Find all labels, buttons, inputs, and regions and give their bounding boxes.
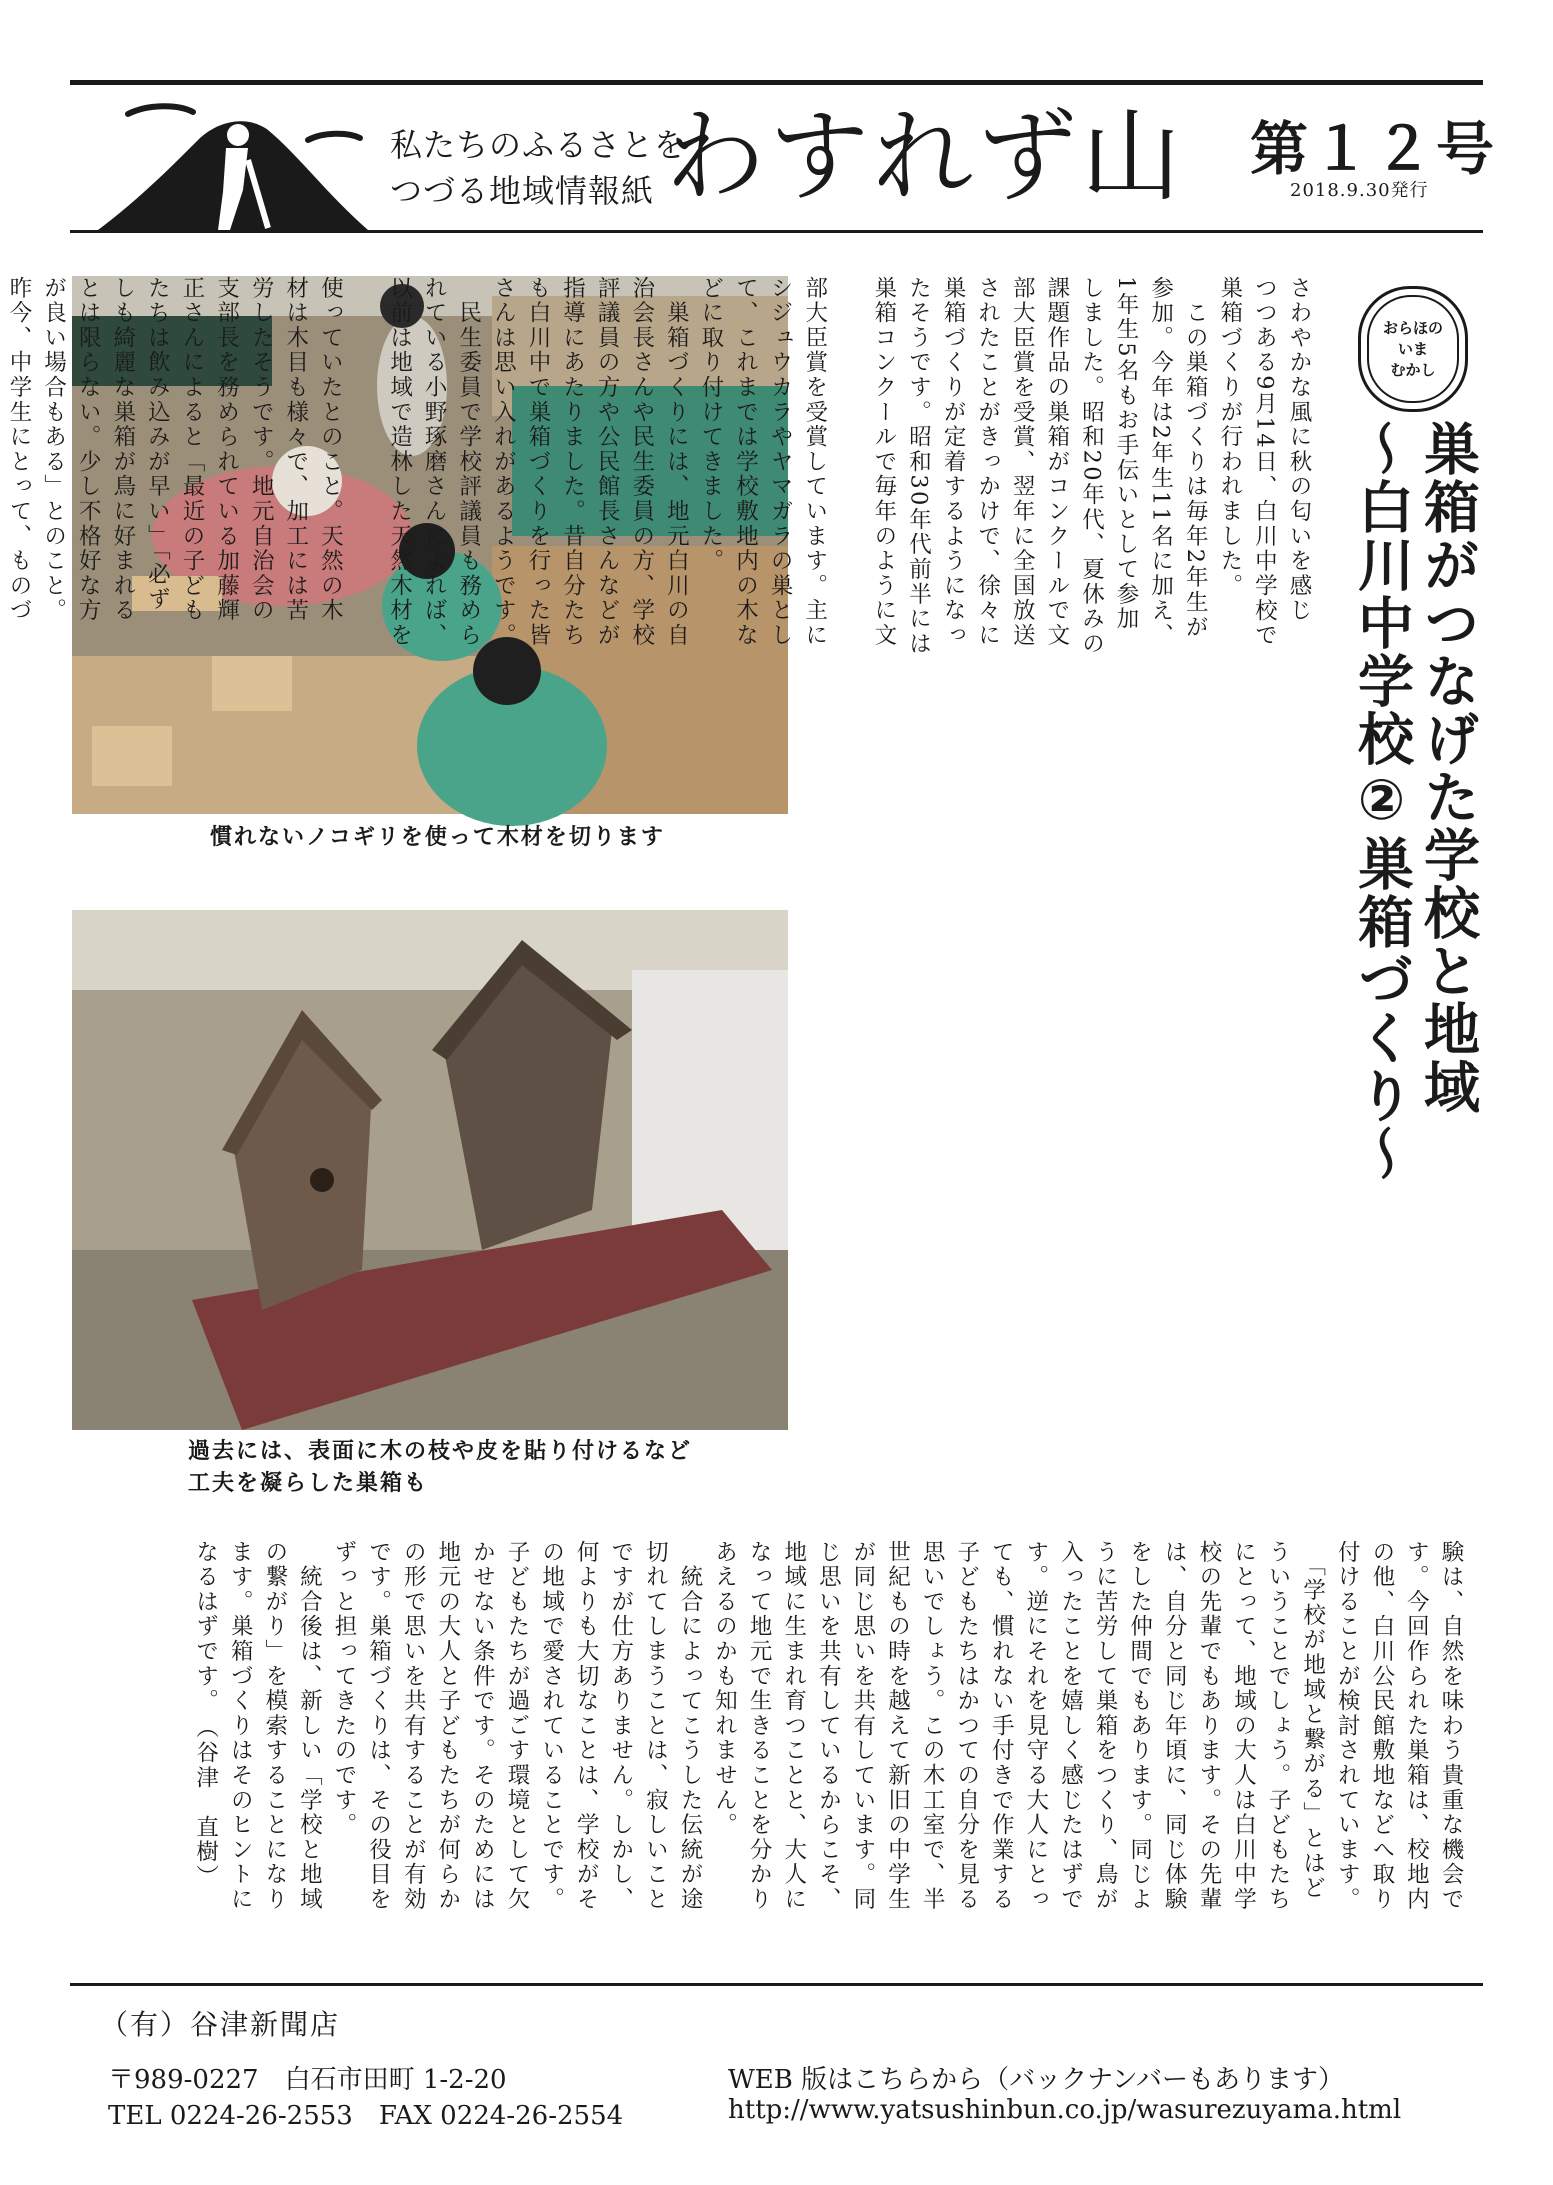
top-rule xyxy=(70,80,1483,85)
badge-line1: おらほの xyxy=(1382,318,1443,337)
newspaper-title: わすれず山 xyxy=(665,98,1185,215)
photo2-caption xyxy=(188,1436,692,1500)
tagline-line2: つづる地域情報紙 xyxy=(390,172,655,210)
company-phone: TEL 0224-26-2553 FAX 0224-26-2554 xyxy=(108,2101,624,2131)
article-text-upper: さわやかな風に秋の匂いを感じ つつある9月14日、白川中学校で 巣箱づくりが行われました。 この巣箱づくりは毎年2年生が 参加。今年は2年生11名に加え、 1年生5名もお手伝いとして参加 しました。昭和20年代、夏休みの 課題作品の巣箱がコンクールで文 部大臣賞を受賞、翌年に全国放送 されたことがきっかけで、徐々に 巣箱づくりが定着するようになっ たそうです。昭和30年代前半には 巣箱コンクールで毎年のように文 部大臣賞を受賞しています。主に シジュウカラやヤマガラの巣とし て、これまでは学校敷地内の木な どに取り付けてきました。 巣箱づくりには、地元白川の自 治会長さんや民生委員の方、学校 評議員の方や公民館長さんなどが 指導にあたりました。昔自分たち も白川中で巣箱づくりを行った皆 さんは思い入れがあるようです。 民生委員で学校評議員も務めら れている小野琢磨さんによれば、 以前は地域で造林した天然木材を 使っていたとのこと。天然の木 材は木目も様々で、加工には苦 労したそうです。地元自治会の 支部長を務められている加藤輝 正さんによると「最近の子ども たちは飲み込みが早い」「必ず しも綺麗な巣箱が鳥に好まれる とは限らない。少し不格好な方 が良い場合もある」とのこと。 昨今、中学生にとって、ものづ xyxy=(6,276,1312,657)
masthead-rule xyxy=(70,230,1483,233)
badge-line2: いま xyxy=(1397,339,1428,358)
column-badge xyxy=(1358,286,1468,412)
footer-rule xyxy=(70,1983,1483,1986)
issue-number: 第１２号 xyxy=(1250,115,1499,183)
article-headline: 巣箱がつなげた学校と地域 ～白川中学校②巣箱づくり～ xyxy=(1349,420,1480,1183)
tagline xyxy=(390,122,687,214)
publish-date: 2018.9.30発行 xyxy=(1290,180,1429,201)
web-label: WEB 版はこちらから（バックナンバーもあります） xyxy=(728,2065,1344,2095)
birdhouse-photo xyxy=(72,910,788,1430)
photo1-caption: 慣れないノコギリを使って木材を切ります xyxy=(210,825,665,850)
company-address: 〒989-0227 白石市田町 1-2-20 xyxy=(108,2065,507,2095)
photo2-caption-line1: 過去には、表面に木の枝や皮を貼り付けるなど xyxy=(188,1439,693,1464)
tagline-line1: 私たちのふるさとを xyxy=(390,126,688,164)
mountain-logo-icon xyxy=(98,100,368,230)
photo2-caption-line2: 工夫を凝らした巣箱も xyxy=(188,1471,429,1496)
web-url-link[interactable]: http://www.yatsushinbun.co.jp/wasurezuyama.html xyxy=(728,2095,1402,2125)
company-name: （有）谷津新聞店 xyxy=(100,2008,341,2041)
column-badge-inner xyxy=(1367,295,1459,403)
badge-line3: むかし xyxy=(1390,360,1436,379)
article-text-lower: 験は、自然を味わう貴重な機会で す。今回作られた巣箱は、校地内 の他、白川公民館敷地などへ取り 付けることが検討されています。 「学校が地域と繋がる」とはど ういうことでしょう。子どもたち にとって、地域の大人は白川中学 校の先輩でもあります。その先輩 は、自分と同じ年頃に、同じ体験 をした仲間でもあります。同じよ うに苦労して巣箱をつくり、鳥が 入ったことを嬉しく感じたはずで す。逆にそれを見守る大人にとっ ても、慣れない手付きで作業する 子どもたちはかつての自分を見る 思いでしょう。この木工室で、半 世紀もの時を越えて新旧の中学生 が同じ思いを共有しています。同 じ思いを共有しているからこそ、 地域に生まれ育つことと、大人に なって地元で生きることを分かり あえるのかも知れません。 統合によってこうした伝統が途 切れてしまうことは、寂しいこと ですが仕方ありません。しかし、 何よりも大切なことは、学校がそ の地域で愛されていることです。 子どもたちが過ごす環境として欠 かせない条件です。そのためには 地元の大人と子どもたちが何らか の形で思いを共有することが有効 です。巣箱づくりは、その役目を ずっと担ってきたのです。 統合後は、新しい「学校と地域 の繋がり」を模索することになり ます。巣箱づくりはそのヒントに なるはずです。 （谷津 直樹） xyxy=(192,1540,1464,1912)
